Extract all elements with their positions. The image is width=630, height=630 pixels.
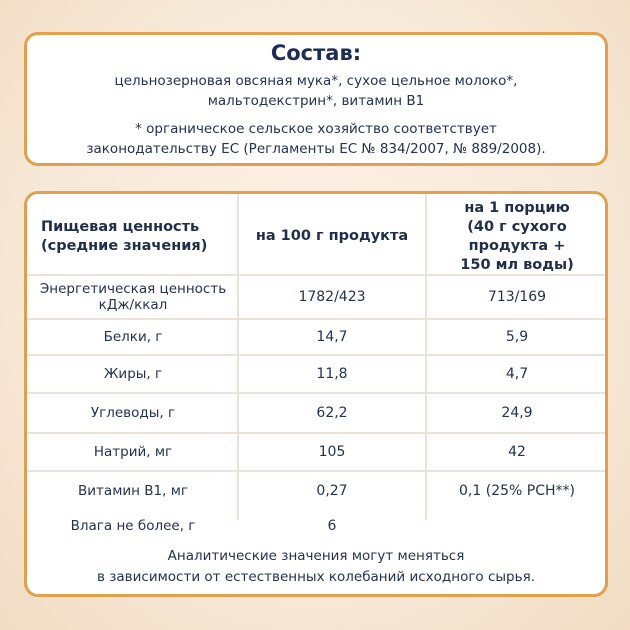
header-per-portion-line-2: (40 г сухого xyxy=(467,219,567,235)
row-value-per100: 6 xyxy=(327,518,337,534)
row-value-portion: 0,1 (25% РСН**) xyxy=(459,483,575,499)
row-label-line-1: Энергетическая ценность xyxy=(39,281,227,297)
row-label: Натрий, мг xyxy=(93,444,173,460)
row-value-per100: 62,2 xyxy=(316,405,348,421)
composition-title: Состав: xyxy=(270,41,362,65)
header-per-100g: на 100 г продукта xyxy=(255,228,409,244)
row-value-portion: 42 xyxy=(508,444,526,460)
header-per-portion xyxy=(427,199,607,275)
row-label: Влага не более, г xyxy=(70,518,196,534)
row-value-portion xyxy=(427,510,607,542)
row-value-portion: 24,9 xyxy=(501,405,533,421)
table-row-moisture xyxy=(27,510,605,542)
composition-note-line-1: * органическое сельское хозяйство соответствует xyxy=(135,121,497,137)
header-nutrition-value: Пищевая ценность (средние значения) xyxy=(41,219,208,254)
composition-ingredients-line-2: мальтодекстрин*, витамин B1 xyxy=(207,93,425,109)
row-value-per100: 105 xyxy=(318,444,346,460)
footer-note-line-1: Аналитические значения могут меняться xyxy=(167,548,465,564)
composition-ingredients-line-1: цельнозерновая овсяная мука*, сухое цельное молоко*, xyxy=(114,73,518,89)
row-value-per100: 0,27 xyxy=(316,483,348,499)
nutrition-panel xyxy=(24,191,608,597)
row-label-line-2: кДж/ккал xyxy=(98,297,168,313)
row-label xyxy=(31,276,235,318)
table-row-fat xyxy=(27,356,605,392)
composition-panel xyxy=(24,32,608,166)
row-value-portion: 5,9 xyxy=(505,329,529,345)
table-row-sodium xyxy=(27,434,605,470)
row-label: Белки, г xyxy=(103,329,163,345)
row-value-portion: 713/169 xyxy=(487,289,547,305)
table-row-energy xyxy=(27,276,605,318)
table-row-carbs xyxy=(27,394,605,432)
row-label: Жиры, г xyxy=(103,366,163,382)
row-value-per100: 14,7 xyxy=(316,329,348,345)
row-value-portion: 4,7 xyxy=(505,366,529,382)
row-label: Углеводы, г xyxy=(90,405,176,421)
footer-note-line-2: в зависимости от естественных колебаний исходного сырья. xyxy=(96,569,535,585)
header-per-portion-line-1: на 1 порцию xyxy=(464,200,570,216)
row-label: Витамин B1, мг xyxy=(78,483,188,499)
row-value-per100: 1782/423 xyxy=(298,289,366,305)
row-value-per100: 11,8 xyxy=(316,366,348,382)
composition-note-line-2: законодательству ЕС (Регламенты ЕС № 834/2007, № 889/2008). xyxy=(86,141,546,157)
header-per-portion-line-4: 150 мл воды) xyxy=(460,257,574,273)
table-row-protein xyxy=(27,320,605,354)
table-row-vitamin-b1 xyxy=(27,472,605,510)
header-per-portion-line-3: продукта + xyxy=(468,238,566,254)
